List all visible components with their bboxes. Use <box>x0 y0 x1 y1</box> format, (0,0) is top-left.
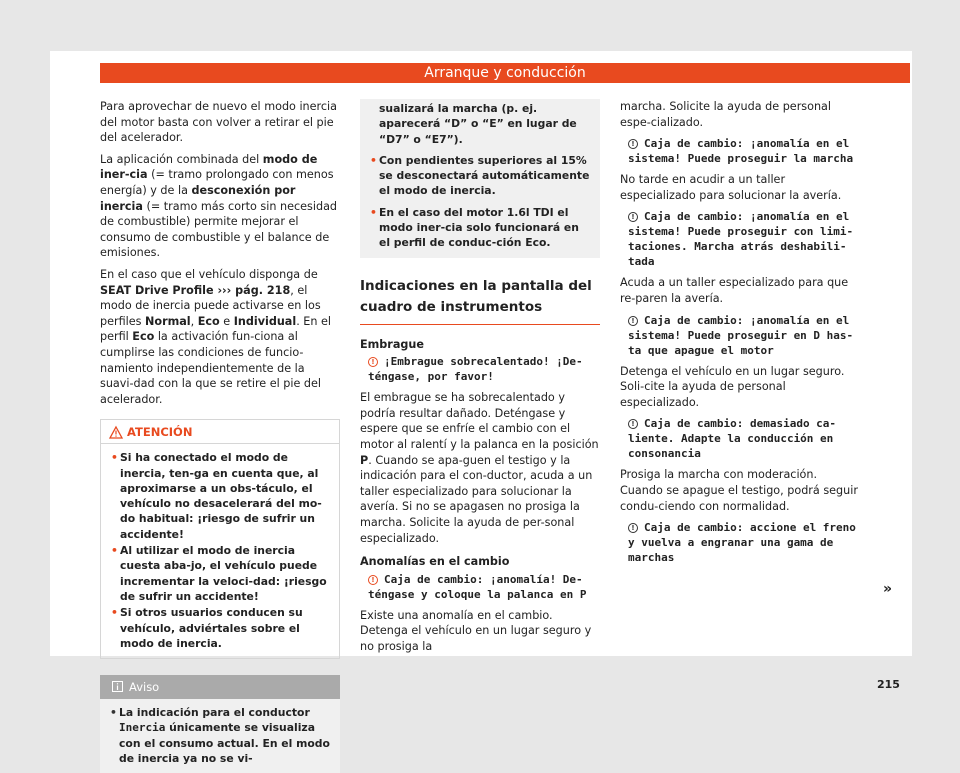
page-reference-link[interactable]: SEAT Drive Profile ››› pág. 218 <box>100 283 291 297</box>
paragraph <box>100 152 340 261</box>
text: La aplicación combinada del <box>100 152 263 166</box>
warning-box <box>100 419 340 659</box>
note-item-text: En el caso del motor 1.6l TDI el modo iner-cia solo funcionará en el perfil de conduc-ción Eco. <box>379 205 579 250</box>
paragraph: Para aprovechar de nuevo el modo inercia del motor basta con volver a retirar el pie del acelerador. <box>100 100 337 145</box>
bold-term: desconexión por inercia <box>100 183 296 213</box>
indicator-text: Caja de cambio: ¡anomalía! De-téngase y coloque la palanca en P <box>368 572 587 601</box>
indicator-message <box>620 416 860 461</box>
note-box <box>100 675 340 773</box>
note-continuation <box>360 99 600 258</box>
paragraph: marcha. Solicite la ayuda de personal espe-cializado. <box>620 100 832 129</box>
warning-item-text: Si otros usuarios conducen su vehículo, adviértales sobre el modo de inercia. <box>120 606 303 650</box>
note-header <box>100 675 340 699</box>
indicator-message <box>360 572 600 602</box>
bullet-icon: • <box>111 544 118 558</box>
page-number: 215 <box>877 678 900 691</box>
bold-term: Normal <box>145 314 191 328</box>
indicator-message <box>620 520 860 565</box>
info-circle-icon: ! <box>628 136 644 151</box>
paragraph: Acuda a un taller especializado para que re-paren la avería. <box>620 276 849 305</box>
display-message: Inercia <box>119 721 166 735</box>
subheading: Embrague <box>360 337 424 351</box>
indicator-text-line <box>368 354 600 384</box>
bullet-icon: • <box>111 606 118 620</box>
paragraph: Detenga el vehículo en un lugar seguro. Soli-cite la ayuda de personal especializado. <box>620 364 845 409</box>
column-1 <box>100 99 340 773</box>
text: únicamente se visualiza con el consumo actual. En el modo de inercia ya no se vi- <box>119 721 330 766</box>
note-item <box>370 205 590 251</box>
indicator-text-line <box>628 520 860 565</box>
subheading: Anomalías en el cambio <box>360 555 510 569</box>
info-circle-icon: ! <box>628 313 644 328</box>
text: En el caso que el vehículo disponga de <box>100 267 318 281</box>
warning-item-text: Al utilizar el modo de inercia cuesta aba-jo, el vehículo puede incrementar la veloci-dad: ¡riesgo de sufrir un accidente! <box>120 544 327 603</box>
note-title: Aviso <box>129 680 160 695</box>
info-circle-icon: ! <box>628 209 644 224</box>
warning-item <box>111 450 329 542</box>
bold-term: Individual <box>233 314 297 328</box>
note-item <box>370 153 590 199</box>
bold-term: modo de iner-cia <box>100 152 318 182</box>
text: , <box>190 314 198 328</box>
note-body <box>100 699 340 773</box>
paragraph <box>100 267 340 407</box>
section-title: Indicaciones en la pantalla del cuadro de instrumentos <box>360 276 600 325</box>
text: la activación fun-ciona al cumplirse las condiciones de funcio-namiento independientemente de la suavi-dad con la que se retire el pie del acelerador. <box>100 330 322 406</box>
info-circle-icon: ! <box>628 520 644 535</box>
info-circle-icon: ! <box>628 416 644 431</box>
indicator-text: Caja de cambio: ¡anomalía en el sistema! Puede proseguir en D has-ta que apague el motor <box>628 313 854 357</box>
indicator-text-line <box>628 313 860 358</box>
bullet-icon: • <box>111 451 118 465</box>
text: La indicación para el conductor <box>119 706 310 720</box>
page-header: Arranque y conducción <box>100 63 910 83</box>
note-item <box>110 705 330 766</box>
column-3 <box>620 99 860 571</box>
continue-arrow-icon: » <box>883 581 893 597</box>
indicator-text: Caja de cambio: ¡anomalía en el sistema! Puede proseguir la marcha <box>628 137 854 166</box>
warning-circle-icon: ! <box>368 354 384 369</box>
warning-header <box>101 420 339 444</box>
paragraph: Existe una anomalía en el cambio. Detenga el vehículo en un lugar seguro y no prosiga la <box>360 608 592 653</box>
bullet-icon: • <box>370 153 377 167</box>
indicator-message <box>620 136 860 166</box>
indicator-text: Caja de cambio: accione el freno y vuelva a engranar una gama de marchas <box>628 521 856 565</box>
indicator-text-line <box>628 136 860 166</box>
paragraph <box>360 390 600 546</box>
text: e <box>219 314 234 328</box>
indicator-message <box>620 313 860 358</box>
indicator-text-line <box>628 416 860 461</box>
text: (= tramo más corto sin necesidad de combustible) permite mejorar el consumo de combustible y el balance de emisiones. <box>100 199 338 260</box>
indicator-message <box>620 209 860 269</box>
warning-circle-icon: ! <box>368 572 384 587</box>
warning-triangle-icon <box>109 426 123 439</box>
indicator-text: Caja de cambio: ¡anomalía en el sistema! Puede proseguir con limi-taciones. Marcha atrás deshabili-tada <box>628 210 854 269</box>
bold-term: Eco <box>132 330 155 344</box>
bold-term: P <box>360 453 369 467</box>
column-2 <box>360 99 600 661</box>
indicator-text-line <box>628 209 860 269</box>
text: . En el perfil <box>100 314 332 344</box>
indicator-message <box>360 354 600 384</box>
text: (= tramo prolongado con menos energía) y de la <box>100 168 334 197</box>
text: El embrague se ha sobrecalentado y podría resultar dañado. Deténgase y espere que se enfríe el cambio con el motor al ralentí y la palanca en la posición <box>360 391 599 452</box>
bullet-icon: • <box>110 706 117 720</box>
note-item-text: Con pendientes superiores al 15% se desconectará automáticamente el modo de inercia. <box>379 153 590 198</box>
text: . Cuando se apa-guen el testigo y la indicación para el con-ductor, acuda a un taller especializado para solucionar la avería. Si no se apagasen no prosiga la marcha. Solicite la ayuda de per-sonal especializado. <box>360 453 593 545</box>
page <box>50 51 912 766</box>
indicator-text: Caja de cambio: demasiado ca-liente. Adapte la conducción en consonancia <box>628 417 837 461</box>
note-text: sualizará la marcha (p. ej. aparecerá “D” o “E” en lugar de “D7” o “E7”). <box>379 102 577 146</box>
warning-item-text: Si ha conectado el modo de inercia, ten-ga en cuenta que, al aproximarse a un obs-táculo, el vehículo no desacelerará del mo-do habitual: ¡riesgo de sufrir un accidente! <box>120 451 322 541</box>
bullet-icon: • <box>370 205 377 219</box>
indicator-text-line <box>368 572 600 602</box>
warning-item <box>111 543 329 604</box>
text: , el modo de inercia puede activarse en los perfiles <box>100 283 321 328</box>
indicator-text: ¡Embrague sobrecalentado! ¡De-téngase, por favor! <box>368 355 583 384</box>
warning-item <box>111 605 329 651</box>
paragraph: Prosiga la marcha con moderación. Cuando se apague el testigo, podrá seguir condu-ciendo con normalidad. <box>620 468 858 513</box>
bold-term: Eco <box>197 314 220 328</box>
info-icon <box>112 681 123 692</box>
paragraph: No tarde en acudir a un taller especializado para solucionar la avería. <box>620 173 842 202</box>
warning-body <box>101 444 339 658</box>
warning-title: ATENCIÓN <box>127 425 193 440</box>
